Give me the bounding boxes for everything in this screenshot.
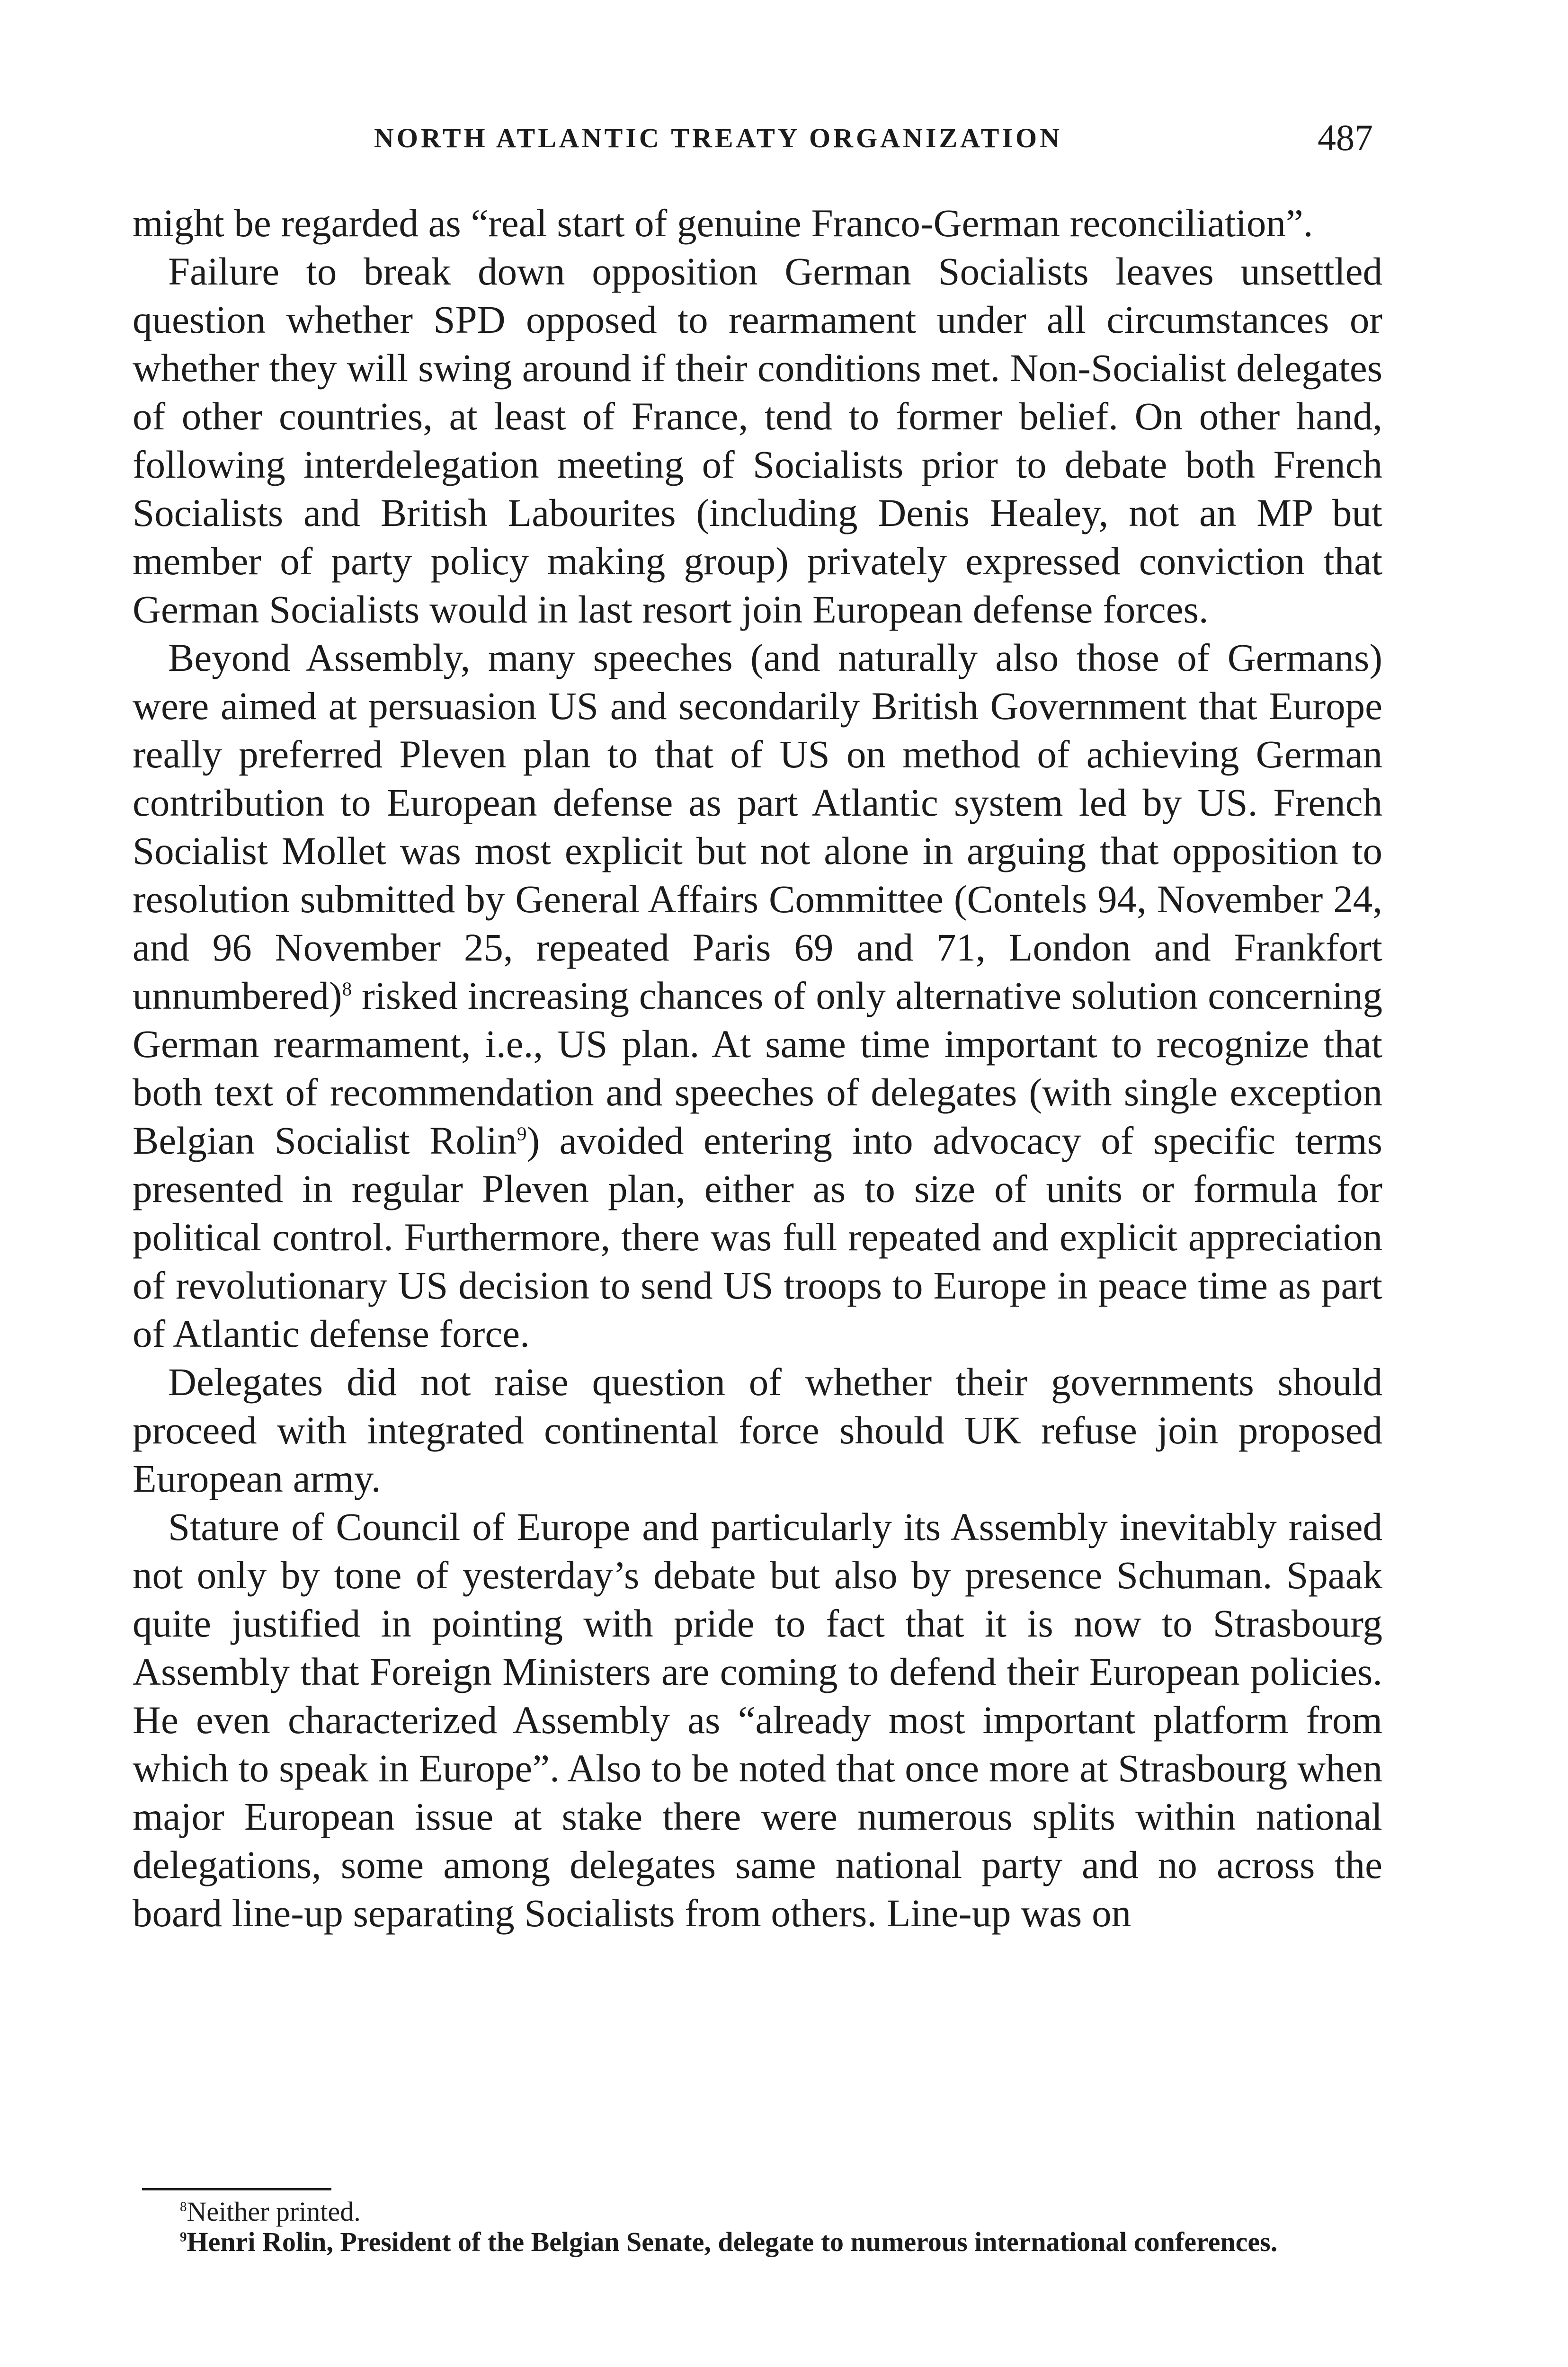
- footnote-ref-8[interactable]: 8: [342, 978, 352, 1000]
- footnote-ref-9[interactable]: 9: [517, 1122, 527, 1145]
- footnote-8: [133, 2197, 1382, 2227]
- page-number: 487: [1318, 117, 1373, 158]
- paragraph-text: Beyond Assembly, many speeches (and naturally also those of Germans) were aimed at persuasion US and secondarily British Government that Europe really preferred Pleven plan to that of US on method of achieving German contribution to European defense as part Atlantic system led by US. French Socialist Mollet was most explicit but not alone in arguing that opposition to resolution submitted by General Affairs Committee (Contels 94, November 24, and 96 November 25, repeated Paris 69 and 71, London and Frankfort unnumbered): [133, 636, 1382, 1017]
- paragraph-text: risked increasing chances of only alternative solution concerning German rearmament, i.e., US plan. At same time important to recognize that both text of recommendation and speeches of delegates (with single exception Belgian Socialist Rolin: [133, 974, 1382, 1162]
- page-header: [133, 118, 1382, 166]
- footnote-text: Neither printed.: [187, 2196, 361, 2227]
- paragraph-continuation: might be regarded as “real start of genuine Franco-German reconciliation”.: [133, 201, 1313, 245]
- running-title: NORTH ATLANTIC TREATY ORGANIZATION: [374, 123, 1063, 153]
- footnote-text: Henri Rolin, President of the Belgian Senate, delegate to numerous international conferences.: [187, 2226, 1278, 2257]
- footnote-9: [133, 2227, 1382, 2257]
- footnote-mark: 8: [180, 2199, 187, 2215]
- paragraph-socialists: Failure to break down opposition German Socialists leaves unsettled question whether SPD opposed to rearmament under all circumstances or whether they will swing around if their conditions met. Non-Socialist delegates of other countries, at least of France, tend to former belief. On other hand, following interdelegation meeting of Socialists prior to debate both French Socialists and British Labourites (including Denis Healey, not an MP but member of party policy making group) privately expressed conviction that German Socialists would in last resort join European defense forces.: [133, 249, 1382, 631]
- footnote-divider: [142, 2188, 331, 2190]
- paragraph-beyond-assembly: [133, 633, 1382, 1358]
- paragraph-delegates: Delegates did not raise question of whether their governments should proceed with integrated continental force should UK refuse join proposed European army.: [133, 1360, 1382, 1500]
- paragraph-stature: Stature of Council of Europe and particularly its Assembly inevitably raised not only by tone of yesterday’s debate but also by presence Schuman. Spaak quite justified in pointing with pride to fact that it is now to Strasbourg Assembly that Foreign Ministers are coming to defend their European policies. He even characterized Assembly as “already most important platform from which to speak in Europe”. Also to be noted that once more at Strasbourg when major European issue at stake there were numerous splits within national delegations, some among delegates same national party and no across the board line-up separating Socialists from others. Line-up was on: [133, 1505, 1382, 1935]
- body-text: [133, 199, 1382, 1937]
- footnote-mark: 9: [180, 2229, 187, 2245]
- paragraph-text: ) avoided entering into advocacy of specific terms presented in regular Pleven plan, either as to size of units or formula for political control. Furthermore, there was full repeated and explicit appreciation of revolutionary US decision to send US troops to Europe in peace time as part of Atlantic defense force.: [133, 1119, 1382, 1355]
- footnotes: [133, 2197, 1382, 2257]
